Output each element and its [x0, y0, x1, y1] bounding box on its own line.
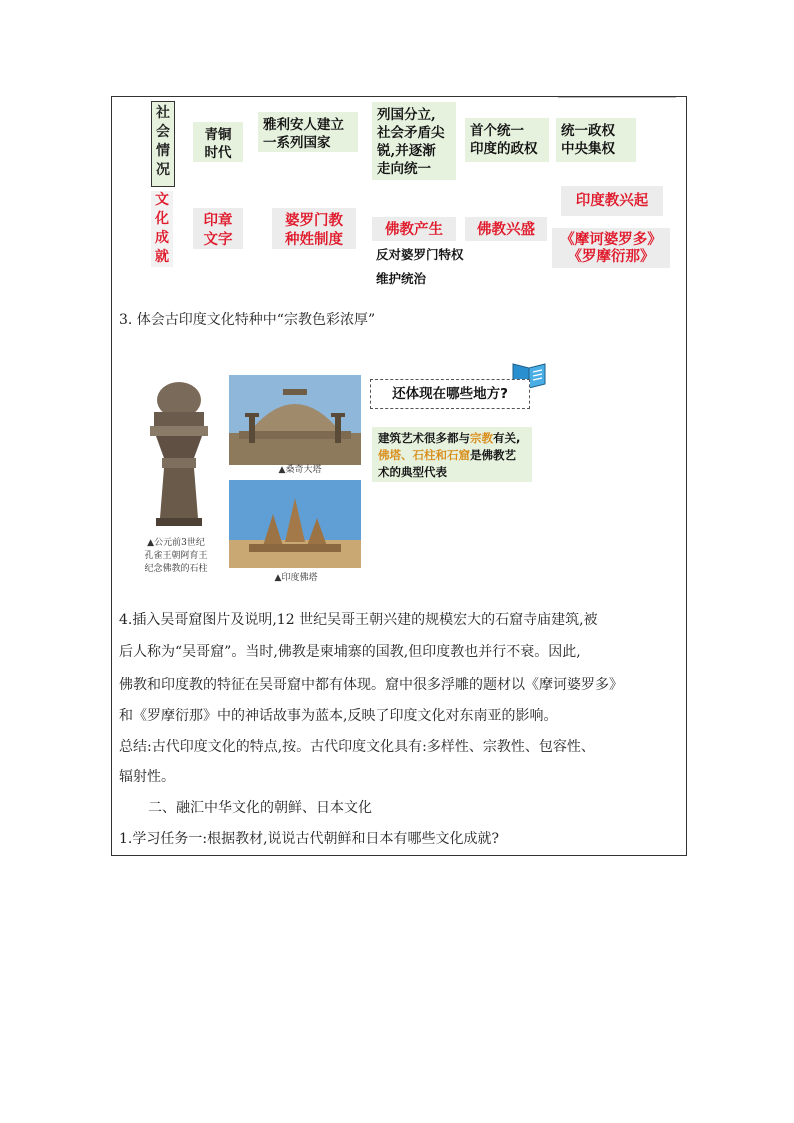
social-box-central: 统一政权 中央集权	[556, 118, 636, 162]
note-oppose: 反对婆罗门特权	[376, 247, 464, 262]
section4-line-3: 佛教和印度教的特征在吴哥窟中都有体现。窟中很多浮雕的题材以《摩诃婆罗多》	[119, 677, 623, 693]
top-rule	[558, 97, 676, 98]
caption-temple: ▲印度佛塔	[274, 573, 318, 583]
social-label: 社 会 情 况	[151, 101, 175, 187]
note-maintain: 维护统治	[376, 271, 427, 286]
culture-box-hinduism: 印度教兴起	[561, 186, 663, 216]
culture-box-buddhism-flourish: 佛教兴盛	[465, 217, 547, 241]
section4-line-2: 后人称为“吴哥窟”。当时,佛教是柬埔寨的国教,但印度教也并行不衰。因此,	[119, 644, 581, 660]
culture-label: 文 化 成 就	[151, 191, 173, 267]
social-box-states: 列国分立, 社会矛盾尖 锐,并逐渐 走向统一	[372, 102, 456, 180]
section3-text: 3. 体会古印度文化特种中“宗教色彩浓厚”	[119, 312, 376, 328]
caption-pillar: ▲公元前3世纪 孔雀王朝阿育王 纪念佛教的石柱	[144, 538, 208, 574]
culture-box-brahmanism: 婆罗门教 种姓制度	[272, 208, 356, 249]
culture-box-buddhism-born: 佛教产生	[372, 217, 456, 241]
highlight-architecture: 佛塔、石柱和石窟	[378, 448, 470, 462]
social-box-bronze: 青铜 时代	[193, 122, 243, 162]
heading-section-2: 二、融汇中华文化的朝鲜、日本文化	[148, 800, 372, 816]
caption-stupa: ▲桑奇大塔	[278, 465, 322, 475]
social-box-aryan: 雅利安人建立 一系列国家	[258, 112, 358, 152]
ashoka-pillar-image	[136, 378, 222, 528]
culture-box-epics: 《摩诃婆罗多》 《罗摩衍那》	[552, 228, 670, 268]
question-box: 还体现在哪些地方?	[370, 379, 530, 409]
culture-box-seal: 印章 文字	[193, 208, 243, 249]
social-box-first-unified: 首个统一 印度的政权	[465, 118, 549, 162]
indian-temple-image	[229, 480, 361, 568]
answer-box: 建筑艺术很多都与宗教有关,佛塔、石柱和石窟是佛教艺术的典型代表	[372, 427, 532, 482]
sanchi-stupa-image	[229, 375, 361, 465]
section4-line-4: 和《罗摩衍那》中的神话故事为蓝本,反映了印度文化对东南亚的影响。	[119, 708, 558, 724]
highlight-religion: 宗教	[470, 431, 493, 445]
section4-line-1: 4.插入吴哥窟图片及说明,12 世纪吴哥王朝兴建的规模宏大的石窟寺庙建筑,被	[119, 612, 598, 628]
task1-text: 1.学习任务一:根据教材,说说古代朝鲜和日本有哪些文化成就?	[119, 831, 500, 847]
summary-line-2: 辐射性。	[119, 769, 175, 785]
summary-line-1: 总结:古代印度文化的特点,按。古代印度文化具有:多样性、宗教性、包容性、	[119, 739, 595, 755]
